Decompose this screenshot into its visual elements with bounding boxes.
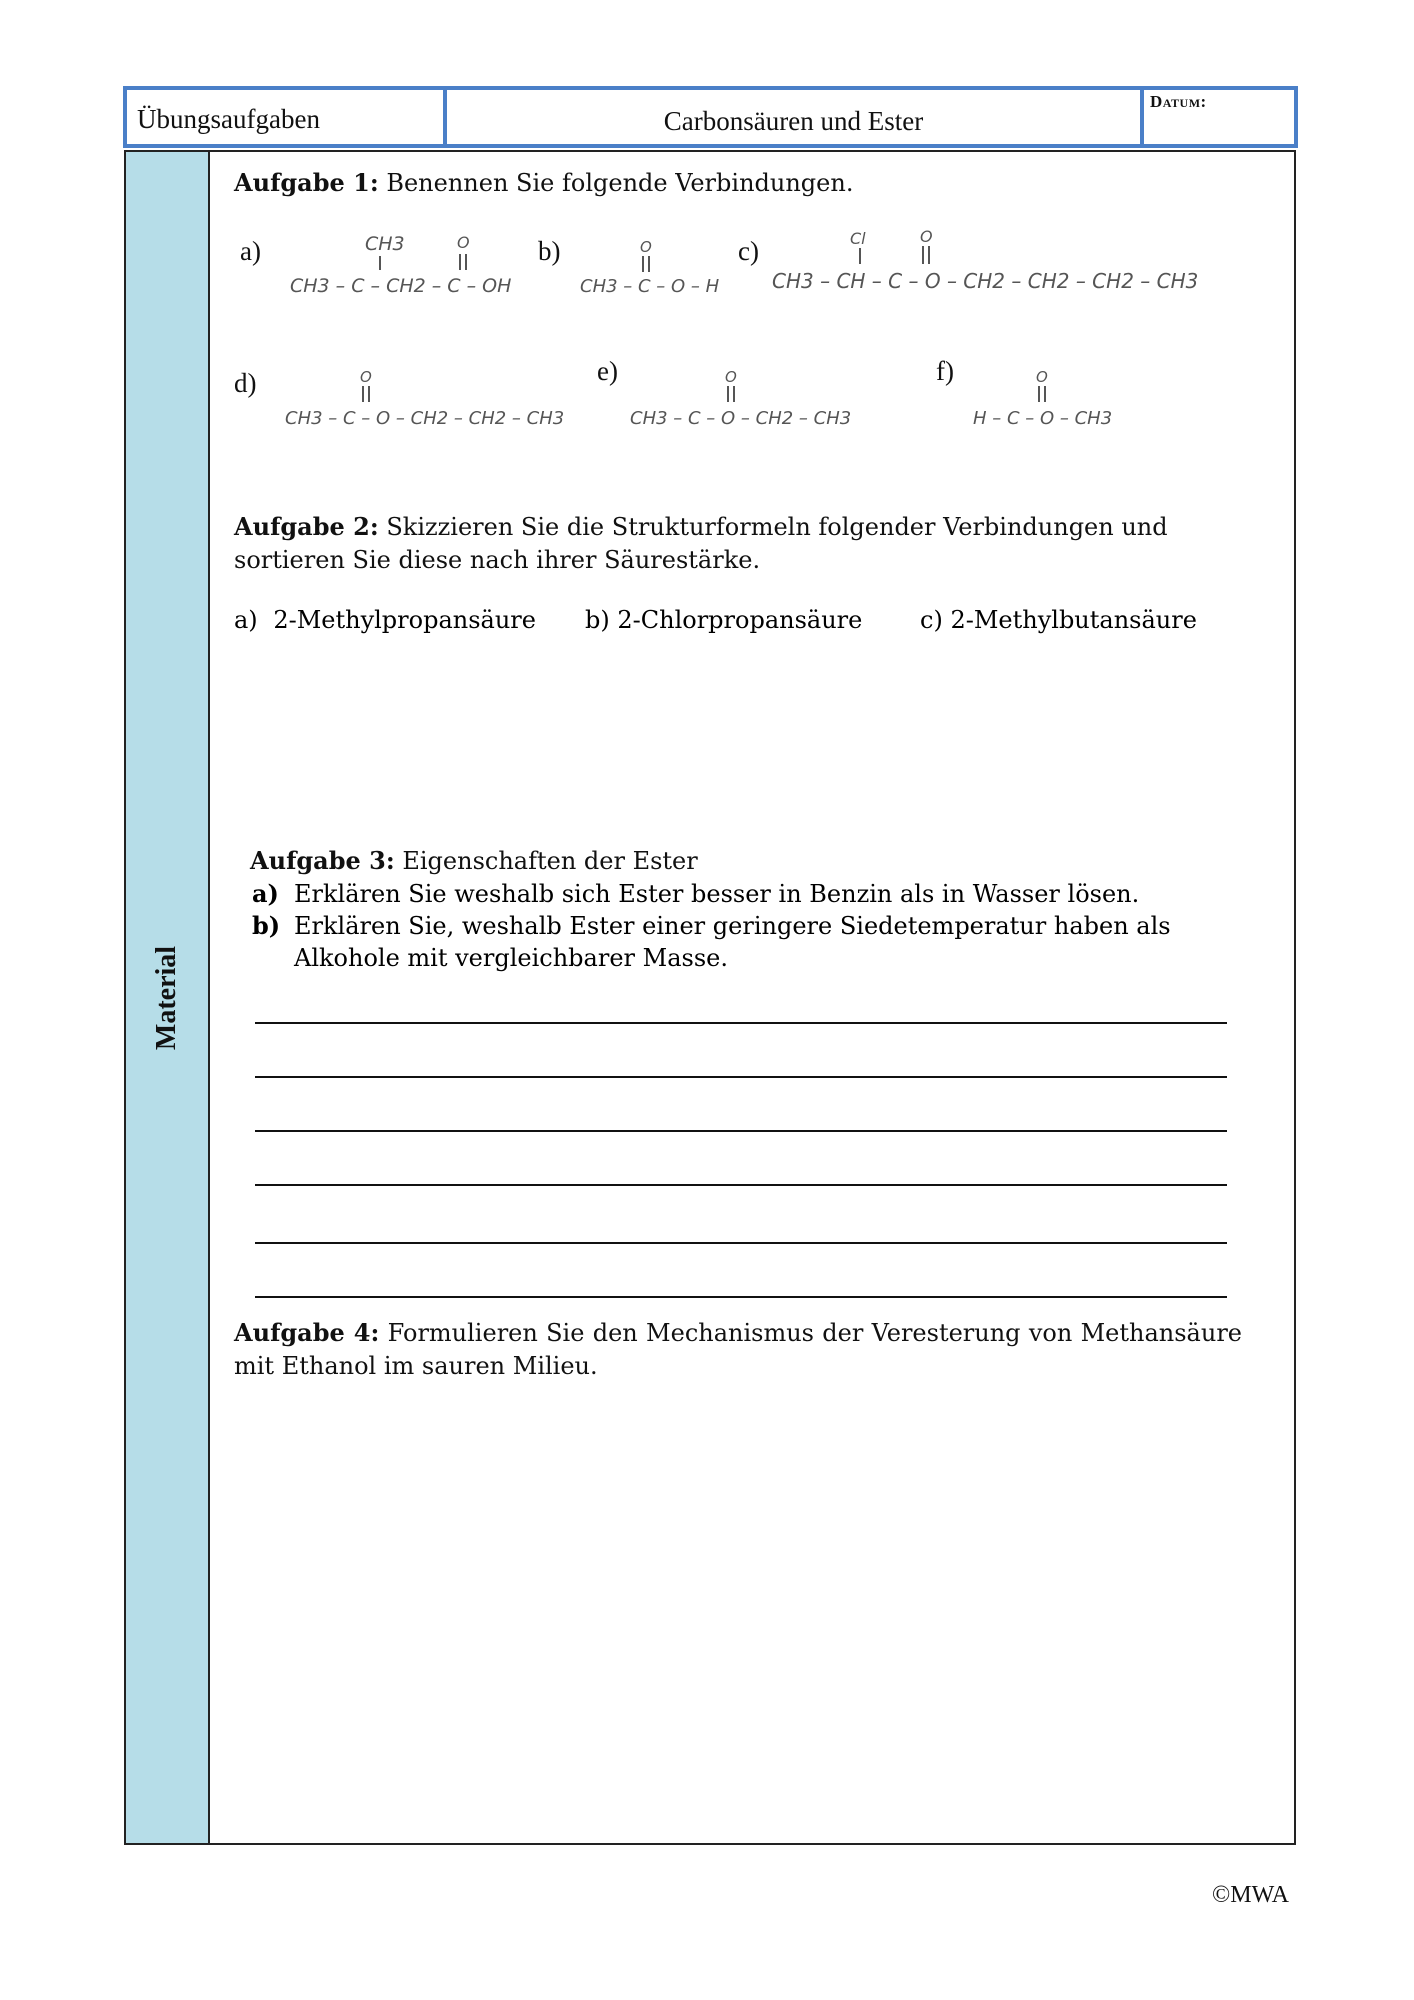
- structure-f-drawing: [968, 360, 1168, 440]
- header-left-cell: [123, 86, 447, 148]
- task2-text: Skizzieren Sie die Strukturformeln folgender Verbindungen und sortieren Sie diese nach ihrer Säurestärke.: [234, 513, 1168, 574]
- task3-title: Aufgabe 3:: [250, 846, 395, 875]
- task3-item-a: [252, 878, 1252, 910]
- header-date-cell: [1140, 86, 1298, 148]
- task2-item-a: [234, 606, 536, 634]
- task4-text: Formulieren Sie den Mechanismus der Veresterung von Methansäure mit Ethanol im sauren Milieu.: [234, 1319, 1242, 1380]
- sidebar-label: Material: [151, 945, 182, 1050]
- task1-title: Aufgabe 1:: [234, 168, 379, 197]
- task2-item-a-label: a): [234, 606, 258, 634]
- task2-item-c-label: c): [920, 606, 943, 634]
- structure-c-drawing: [770, 222, 1250, 302]
- structure-d-oxygen: O: [360, 368, 372, 386]
- task3-item-a-label: a): [252, 879, 279, 908]
- task1-item-d-label: d): [234, 368, 257, 398]
- task4-title: Aufgabe 4:: [234, 1318, 380, 1347]
- structure-c-oxygen: O: [920, 227, 933, 246]
- header-title-cell: [443, 86, 1144, 148]
- task3-item-b-text: Erklären Sie, weshalb Ester einer geringere Siedetemperatur haben als Alkohole mit vergleichbarer Masse.: [294, 912, 1171, 972]
- task1-item-f-label: f): [936, 356, 954, 386]
- structure-e-formula: CH3 – C – O – CH2 – CH3: [630, 408, 852, 429]
- structure-b-formula: CH3 – C – O – H: [580, 276, 720, 297]
- task2-item-a-name: 2-Methylpropansäure: [273, 606, 536, 634]
- task1-item-b-label: b): [538, 236, 561, 266]
- structure-e-drawing: [625, 360, 925, 440]
- task3-item-b-label: b): [252, 911, 281, 940]
- task3-item-b: [252, 910, 1252, 974]
- task2-item-b-name: 2-Chlorpropansäure: [617, 606, 863, 634]
- task3-heading: [250, 846, 698, 875]
- task1-text: Benennen Sie folgende Verbindungen.: [386, 169, 854, 197]
- answer-line[interactable]: [255, 1184, 1227, 1186]
- task2-title: Aufgabe 2:: [234, 512, 379, 541]
- task2-heading: [234, 510, 1244, 577]
- task2-item-b: [585, 606, 862, 634]
- structure-d-formula: CH3 – C – O – CH2 – CH2 – CH3: [285, 408, 565, 429]
- sidebar-label-container: [124, 150, 210, 1845]
- task2-item-c-name: 2-Methylbutansäure: [950, 606, 1197, 634]
- structure-a-formula: CH3 – C – CH2 – C – OH: [290, 275, 512, 297]
- structure-a-drawing: [285, 228, 545, 308]
- task2-item-c: [920, 606, 1197, 634]
- header-date-label: Datum:: [1150, 92, 1207, 111]
- structure-a-oxygen: O: [457, 233, 470, 252]
- structure-f-oxygen: O: [1036, 368, 1048, 386]
- structure-c-chlorine: Cl: [850, 229, 866, 248]
- structure-d-drawing: [280, 360, 620, 440]
- answer-line[interactable]: [255, 1076, 1227, 1078]
- answer-line[interactable]: [255, 1296, 1227, 1298]
- task1-item-c-label: c): [738, 236, 759, 266]
- structure-e-oxygen: O: [725, 368, 737, 386]
- task1-item-e-label: e): [597, 356, 618, 386]
- structure-b-drawing: [575, 232, 735, 307]
- structure-b-oxygen: O: [640, 238, 652, 256]
- header-left-text: Übungsaufgaben: [137, 104, 320, 134]
- answer-line[interactable]: [255, 1242, 1227, 1244]
- task3-item-a-text: Erklären Sie weshalb sich Ester besser in Benzin als in Wasser lösen.: [294, 880, 1140, 908]
- answer-line[interactable]: [255, 1022, 1227, 1024]
- header-title: Carbonsäuren und Ester: [663, 106, 924, 136]
- task1-item-a-label: a): [240, 236, 261, 266]
- answer-line[interactable]: [255, 1130, 1227, 1132]
- structure-a-methyl: CH3: [365, 233, 405, 255]
- task2-item-b-label: b): [585, 606, 610, 634]
- task3-text: Eigenschaften der Ester: [402, 847, 698, 875]
- copyright-text: ©MWA: [1212, 1882, 1289, 1908]
- structure-f-formula: H – C – O – CH3: [973, 408, 1113, 429]
- task1-heading: [234, 168, 853, 197]
- structure-c-formula: CH3 – CH – C – O – CH2 – CH2 – CH2 – CH3: [772, 269, 1199, 293]
- task4-heading: [234, 1316, 1242, 1383]
